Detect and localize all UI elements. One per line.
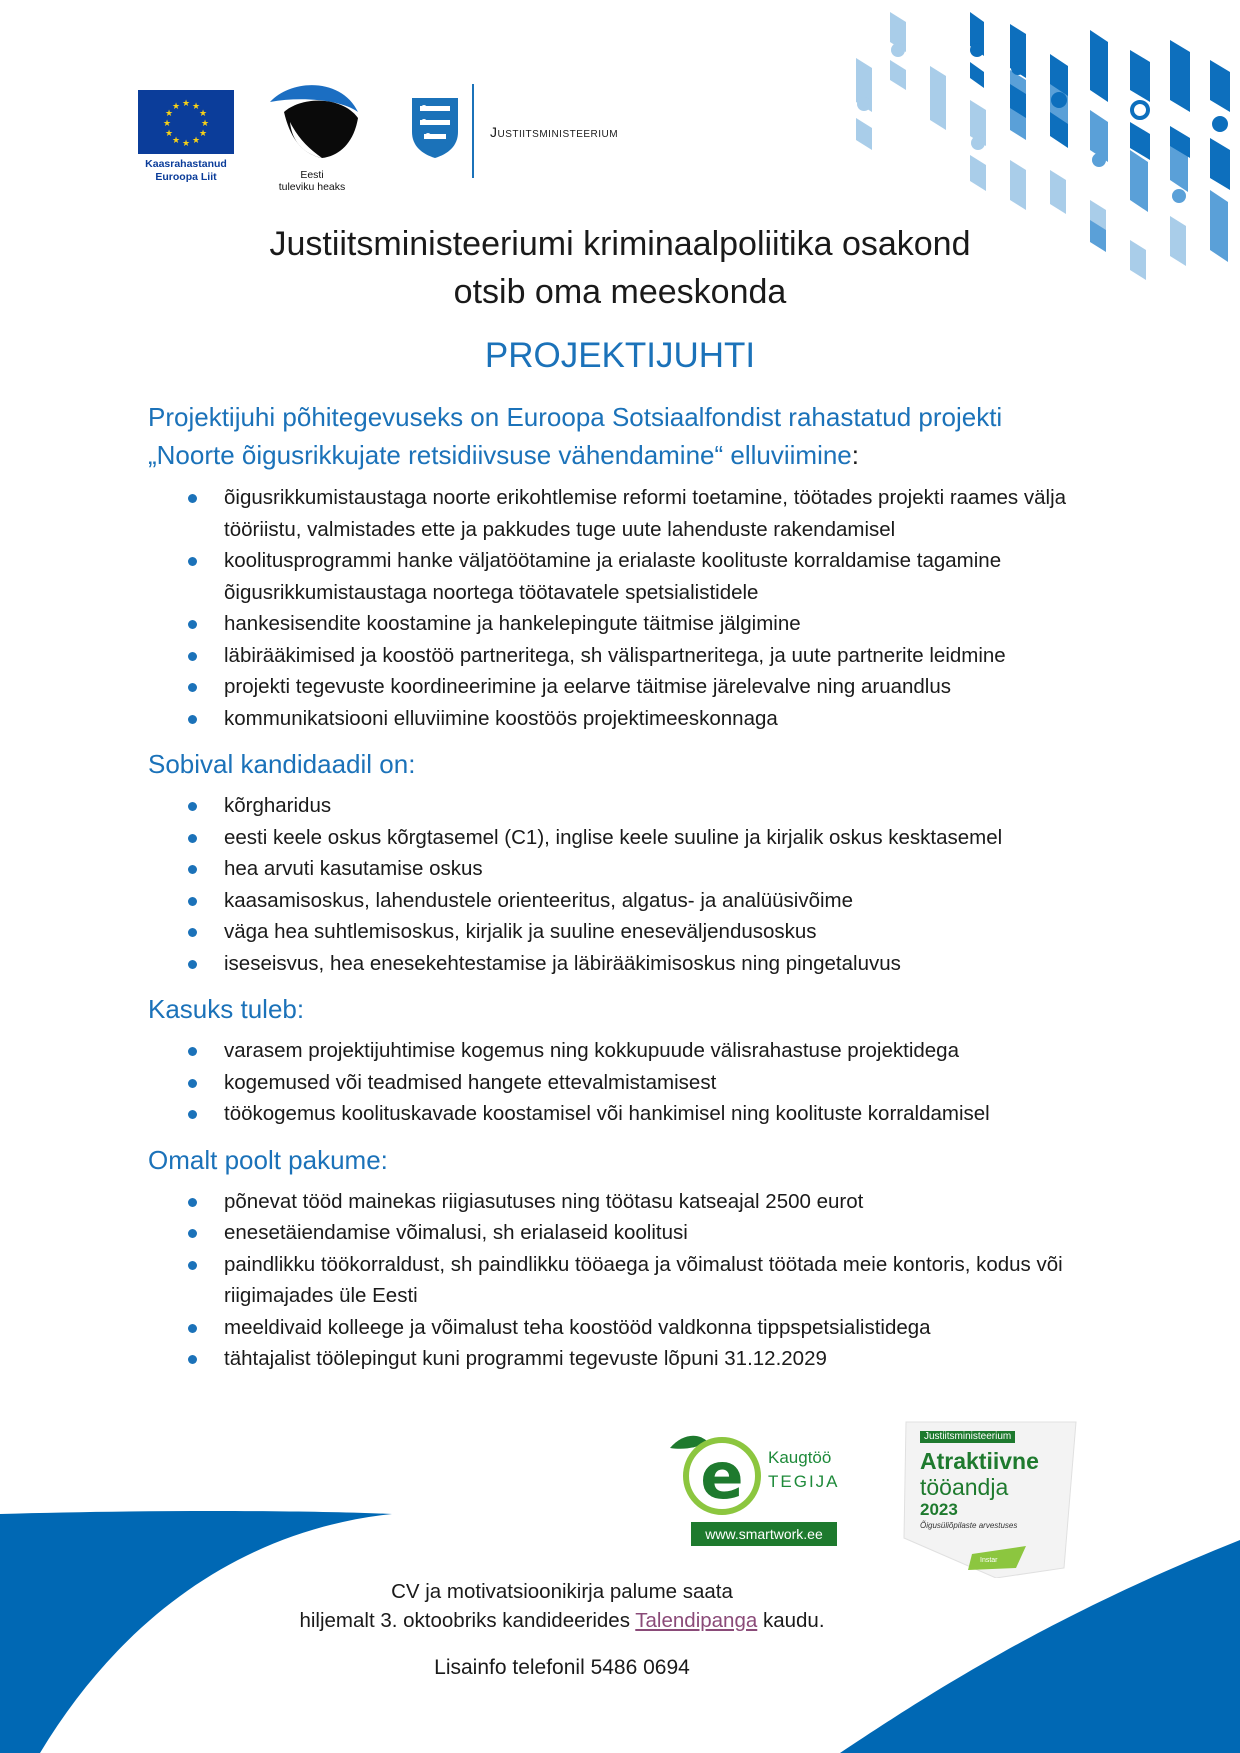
deadline-text: hiljemalt 3. oktoobriks [299, 1609, 497, 1632]
estonia-caption-line2: tuleviku heaks [278, 181, 346, 193]
list-item: põnevat tööd mainekas riigiasutuses ning töötasu katseajal 2500 eurot [188, 1186, 1118, 1218]
page-title [0, 220, 1240, 316]
svg-text:★: ★ [200, 118, 210, 128]
contact-info: Lisainfo telefonil 5486 0694 [434, 1656, 690, 1679]
intro-colon: : [851, 440, 859, 470]
list-item: iseseisvus, hea enesekehtestamise ja läbirääkimisoskus ning pingetaluvus [188, 948, 1118, 980]
svg-text:★: ★ [181, 98, 191, 108]
attractive-employer-badge [876, 1418, 1100, 1578]
eu-caption-line2: Euroopa Liit [155, 171, 217, 183]
title-line2: otsib oma meeskonda [453, 273, 787, 311]
smartwork-line1: Kaugtöö [768, 1448, 832, 1467]
list-item: väga hea suhtlemisoskus, kirjalik ja suuline eneseväljendusoskus [188, 916, 1118, 948]
candidate-list [188, 790, 1118, 979]
smartwork-badge [668, 1426, 844, 1546]
svg-text:★: ★ [198, 108, 208, 118]
list-item: hankesisendite koostamine ja hankelepingute täitmise jälgimine [188, 608, 1118, 640]
list-item: projekti tegevuste koordineerimine ja eelarve täitmise järelevalve ning aruandlus [188, 671, 1118, 703]
footer-line1: CV ja motivatsioonikirja palume saata [391, 1580, 733, 1603]
svg-text:★: ★ [198, 128, 208, 138]
footer-end-text: kaudu. [762, 1609, 825, 1632]
bonus-list [188, 1035, 1118, 1130]
list-item: koolitusprogrammi hanke väljatöötamine ja erialaste koolituste korraldamise tagamine õigusrikkumistaustaga noortega töötavatele spetsialistidele [188, 545, 1118, 608]
award-note: Õigusüliõpilaste arvestuses [920, 1521, 1018, 1530]
list-item: paindlikku töökorraldust, sh paindlikku tööaega ja võimalust töötada meie kontoris, kodus või riigimajades üle Eesti [188, 1249, 1118, 1312]
estonian-flag-swoosh-icon [262, 82, 362, 162]
estonia-caption-line1: Eesti [300, 169, 324, 181]
svg-text:★: ★ [162, 118, 172, 128]
footer-mid-text: kandideerides [502, 1609, 630, 1632]
list-item: läbirääkimised ja koostöö partneritega, sh välispartneritega, ja uute partnerite leidmine [188, 640, 1118, 672]
ministry-name: Justiitsministeerium [490, 124, 619, 140]
eu-caption-line1: Kaasrahastanud [145, 158, 227, 170]
list-item: kõrgharidus [188, 790, 1118, 822]
list-item: töökogemus koolituskavade koostamisel või hankimisel ning koolituste korraldamisel [188, 1098, 1118, 1130]
award-year: 2023 [920, 1500, 958, 1519]
award-tag: Justiitsministeerium [920, 1431, 1015, 1443]
intro-paragraph [148, 398, 1118, 474]
list-item: hea arvuti kasutamise oskus [188, 853, 1118, 885]
list-item: enesetäiendamise võimalusi, sh erialaseid koolitusi [188, 1217, 1118, 1249]
position-headline: PROJEKTIJUHTI [484, 336, 756, 375]
svg-text:★: ★ [171, 101, 181, 111]
eesti-tuleviku-heaks-logo [262, 82, 362, 193]
coat-of-arms-icon [410, 82, 480, 180]
candidate-heading: Sobival kandidaadil on: [148, 749, 416, 779]
list-item: kogemused või teadmised hangete ettevalmistamisest [188, 1067, 1118, 1099]
list-item: õigusrikkumistaustaga noorte erikohtlemise reformi toetamine, töötades projekti raames välja tööriistu, valmistades ette ja pakkudes tuge uute lahenduste rakendamisel [188, 482, 1118, 545]
smartwork-url: www.smartwork.ee [691, 1522, 837, 1546]
list-item: tähtajalist töölepingut kuni programmi tegevuste lõpuni 31.12.2029 [188, 1343, 1118, 1375]
intro-line2: „Noorte õigusrikkujate retsidiivsuse vähendamine“ elluviimine [148, 440, 852, 470]
list-item: eesti keele oskus kõrgtasemel (C1), inglise keele suuline ja kirjalik oskus kesktasemel [188, 822, 1118, 854]
offer-heading: Omalt poolt pakume: [148, 1144, 388, 1175]
svg-text:e: e [700, 1440, 744, 1514]
intro-line1: Projektijuhi põhitegevuseks on Euroopa Sotsiaalfondist rahastatud projekti [148, 402, 1003, 432]
eu-logo [138, 90, 234, 184]
svg-text:★: ★ [164, 108, 174, 118]
svg-text:★: ★ [181, 138, 191, 148]
list-item: kaasamisoskus, lahendustele orienteeritus, algatus- ja analüüsivõime [188, 885, 1118, 917]
title-line1: Justiitsministeeriumi kriminaalpoliitika osakond [269, 225, 971, 263]
list-item: meeldivaid kolleege ja võimalust teha koostööd valdkonna tippspetsialistidega [188, 1312, 1118, 1344]
logo-row [138, 82, 698, 192]
footer-line2 [0, 1609, 1124, 1633]
award-line1: Atraktiivne [920, 1448, 1039, 1474]
talendipank-link[interactable]: Talendipanga [635, 1609, 758, 1632]
award-brand: Instar [980, 1557, 998, 1564]
svg-text:★: ★ [191, 101, 201, 111]
eu-flag-icon [138, 90, 234, 154]
smartwork-line2: TEGIJA [768, 1472, 840, 1491]
list-item: kommunikatsiooni elluviimine koostöös projektimeeskonnaga [188, 703, 1118, 735]
duties-list [188, 482, 1118, 734]
e-leaf-icon [668, 1426, 768, 1522]
offer-list [188, 1186, 1118, 1375]
bonus-heading: Kasuks tuleb: [148, 994, 305, 1024]
award-line2: tööandja [920, 1474, 1009, 1500]
ministry-logo [410, 82, 710, 180]
svg-text:★: ★ [164, 128, 174, 138]
job-description [148, 398, 1118, 1375]
svg-text:★: ★ [191, 135, 201, 145]
svg-text:★: ★ [171, 135, 181, 145]
list-item: varasem projektijuhtimise kogemus ning kokkupuude välisrahastuse projektidega [188, 1035, 1118, 1067]
